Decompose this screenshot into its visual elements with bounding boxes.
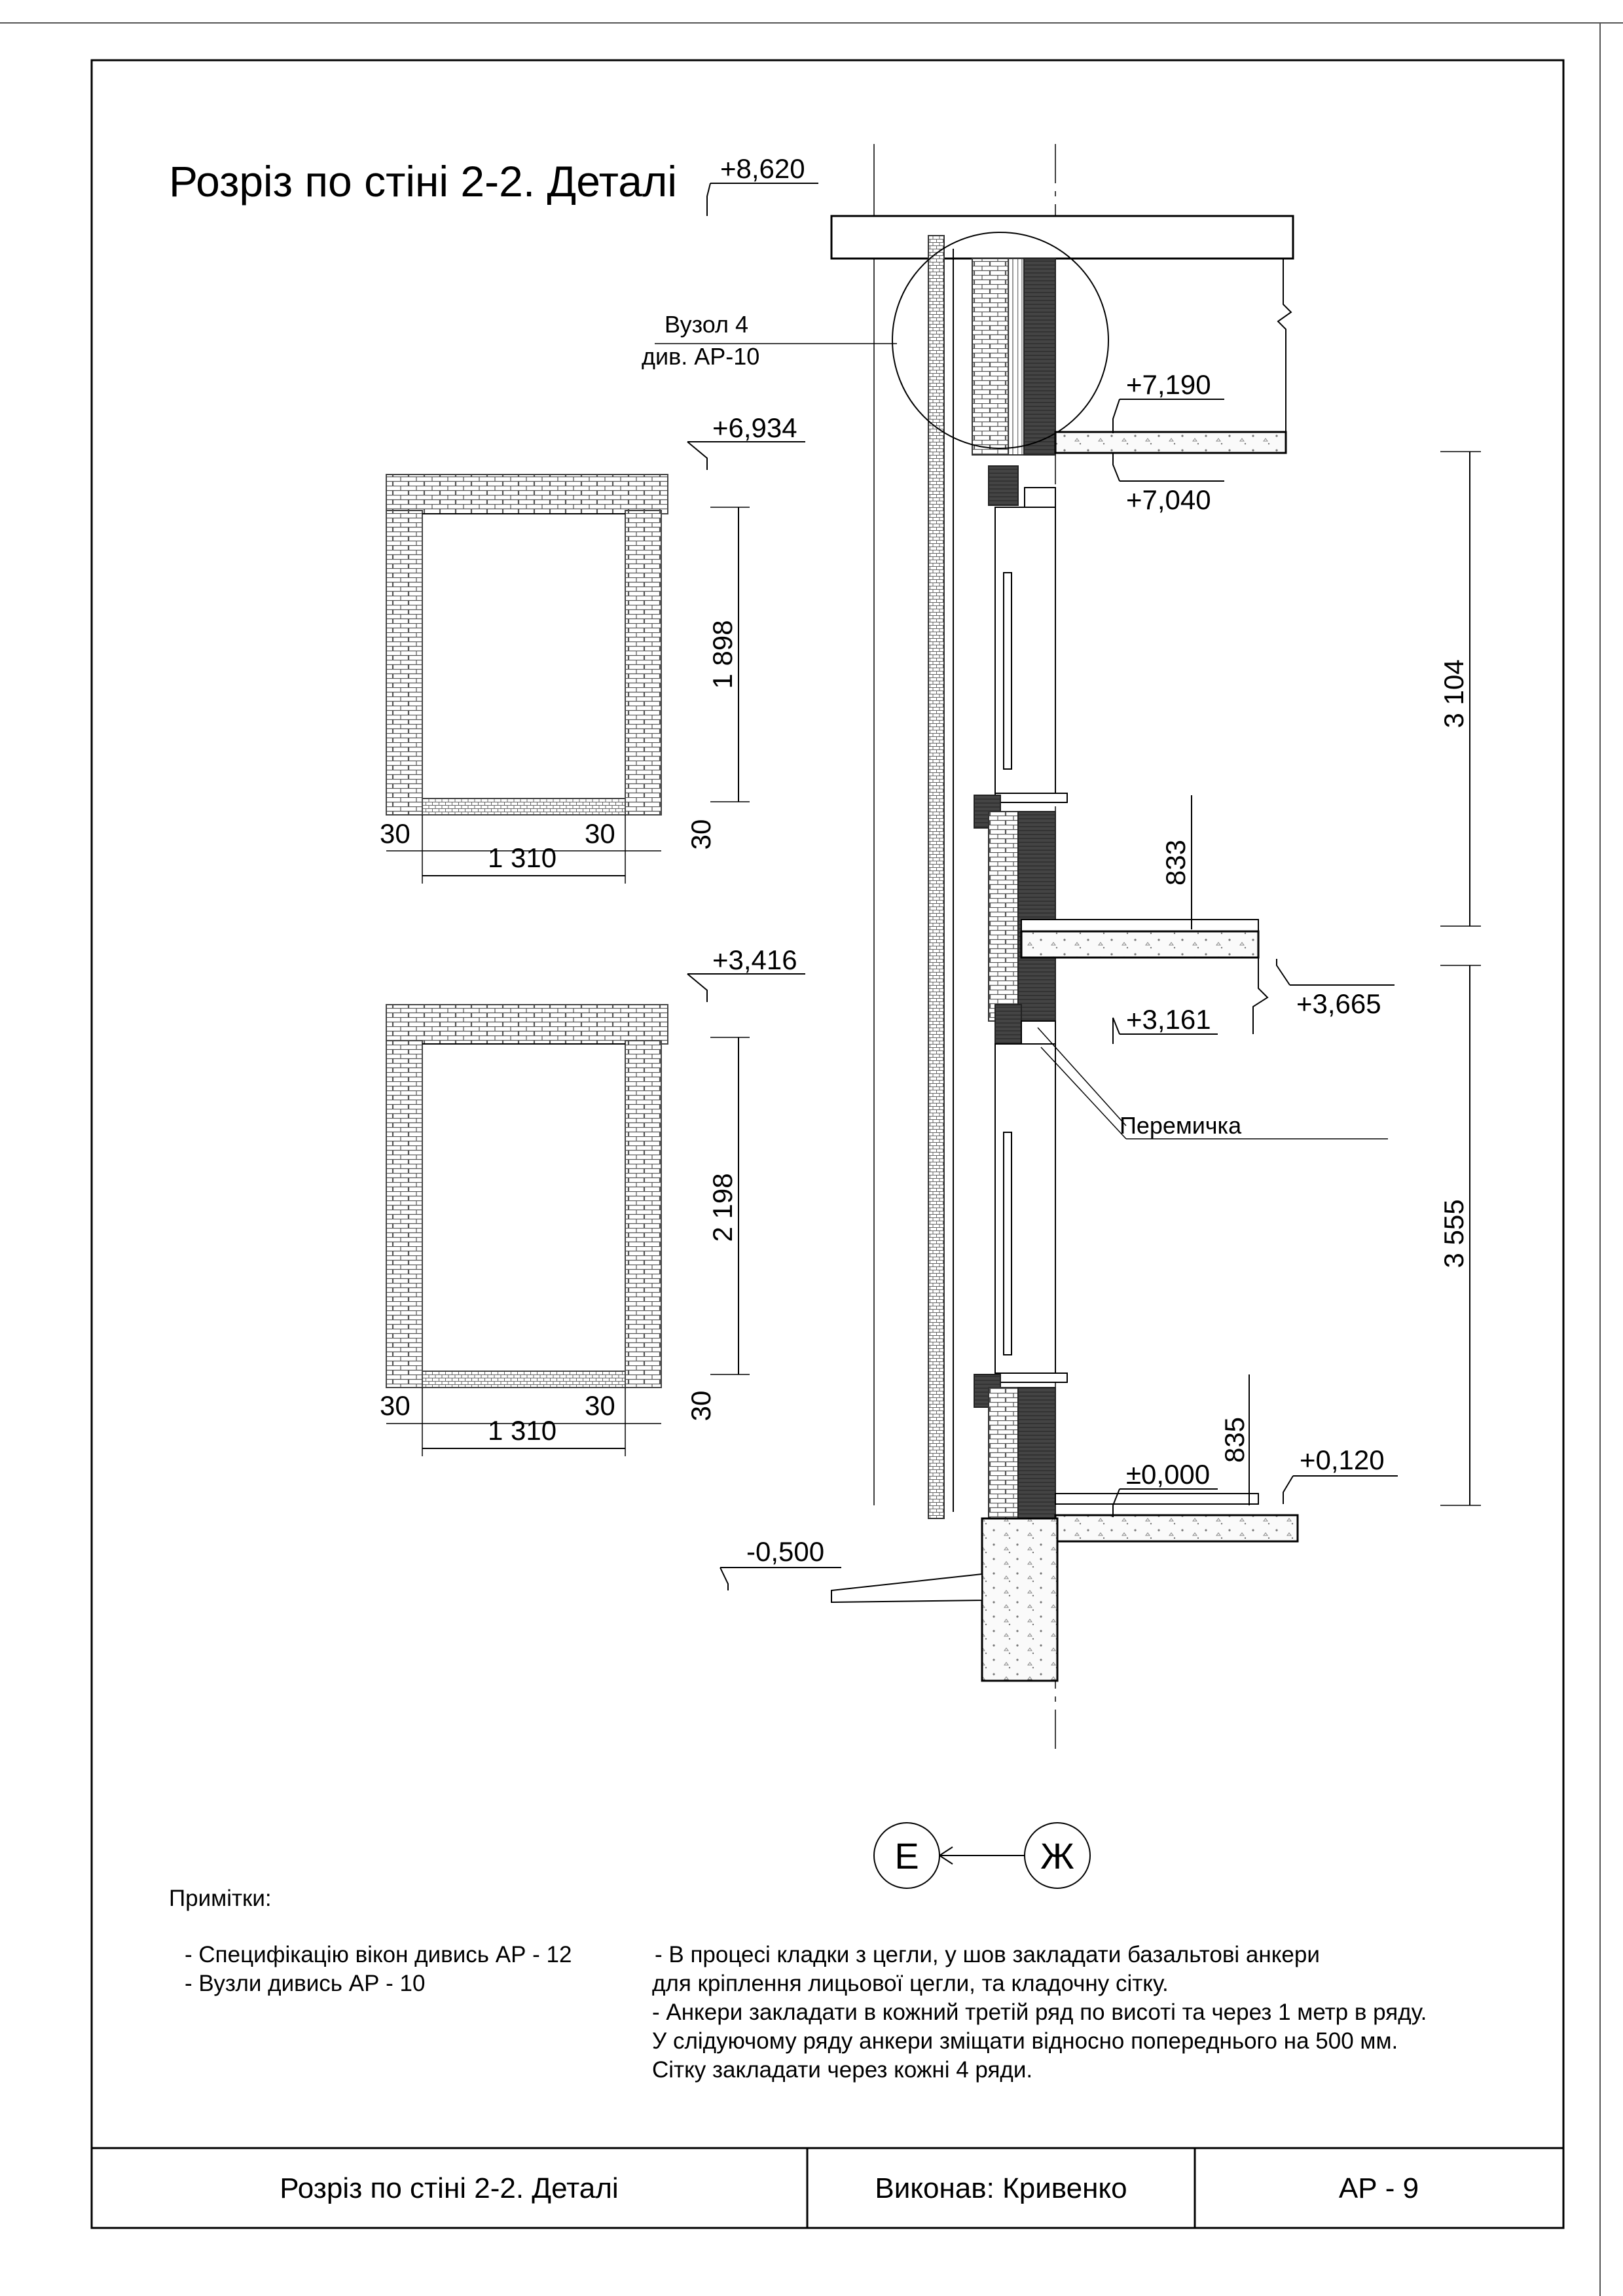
floor-slab-first [1021,931,1258,958]
level-3416-marker [687,974,707,1002]
lower-window-lintel [995,1005,1021,1047]
window1-arch-lintel [386,475,668,514]
title-block-author: Виконав: Кривенко [875,2172,1127,2204]
lower-window-sill [995,1373,1067,1382]
dim-win1-height: 1 898 [707,620,738,689]
floor-finish-first [1021,920,1258,931]
roof-break-line [1278,259,1291,452]
dim-win2-sill-gap: 30 [685,1390,716,1422]
title-block-sheet-title: Розріз по стіні 2-2. Деталі [280,2172,619,2204]
upper-window-head [1025,488,1055,509]
dim-win2-height: 2 198 [707,1173,738,1242]
upper-window-glass [1004,573,1012,769]
drawing-border [92,60,1563,2228]
masonry-low-inner [1018,1388,1055,1518]
window1-left-jamb [386,511,422,815]
upper-window-lintel [989,466,1018,505]
ground-floor-finish [1055,1494,1258,1504]
level-m0500: -0,500 [746,1536,825,1567]
level-m0500-marker [720,1568,728,1590]
level-3161: +3,161 [1126,1004,1211,1035]
level-7190: +7,190 [1126,369,1211,400]
level-0120: +0,120 [1300,1444,1385,1475]
window2-left-jamb [386,1041,422,1388]
level-8620-marker [707,183,710,216]
window1-right-jamb [625,511,661,815]
note-right-3: - Анкери закладати в кожний третій ряд по висоті та через 1 метр в ряду. [652,2000,1427,2025]
level-7040-marker [1113,453,1120,481]
dim-win1-width: 1 310 [488,842,557,873]
ground-floor-slab [1055,1515,1298,1541]
note-right-2: для кріплення лицьової цегли, та кладочну сітку. [652,1971,1169,1996]
level-0120-marker [1283,1476,1293,1504]
masonry-upper-outer [972,259,1008,455]
floor-slab-second [1055,432,1286,453]
level-7040: +7,040 [1126,484,1211,515]
dim-win1-sill-gap: 30 [685,819,716,850]
dim-win1-left-gap: 30 [380,818,410,849]
masonry-mid-outer [989,812,1018,1021]
blind-area [831,1574,982,1602]
level-0000: ±0,000 [1126,1459,1211,1490]
axis-e-label: Е [894,1835,919,1876]
facing-brick-layer [928,236,944,1518]
note-right-5: Сітку закладати через кожні 4 ряди. [652,2057,1033,2083]
level-3665-marker [1277,959,1290,985]
window1-sill [422,798,625,815]
lintel-label: Перемичка [1120,1112,1242,1139]
window-elevation-2 [386,1005,668,1388]
window2-right-jamb [625,1041,661,1388]
node-callout-line2: див. АР-10 [642,343,760,370]
level-3161-marker [1113,1018,1120,1044]
first-floor-break-line [1253,958,1267,1034]
masonry-upper-inner [1024,259,1055,455]
window2-sill [422,1371,625,1388]
dim-win2-left-gap: 30 [380,1390,410,1421]
axis-zh-label: Ж [1040,1835,1074,1876]
dim-floor2-height: 3 104 [1438,659,1469,728]
dim-win2-width: 1 310 [488,1415,557,1446]
drawing-title: Розріз по стіні 2-2. Деталі [169,157,678,206]
level-6934: +6,934 [712,412,797,443]
masonry-upper-cavity [1008,259,1024,455]
window2-arch-lintel [386,1005,668,1044]
note-left-1: - Специфікацію вікон дивись АР - 12 [185,1942,572,1967]
note-right-1: - В процесі кладки з цегли, у шов закладати базальтові анкери [655,1942,1320,1967]
level-3665: +3,665 [1296,988,1381,1019]
note-right-4: У слідуючому ряду анкери зміщати відносно попереднього на 500 мм. [652,2028,1398,2054]
node-callout-line1: Вузол 4 [665,311,748,338]
dim-parapet-upper: 833 [1160,839,1191,886]
level-8620: +8,620 [720,153,805,184]
dim-parapet-lower: 835 [1219,1416,1250,1463]
masonry-mid-inner [1018,812,1055,1021]
masonry-low-outer [989,1388,1018,1518]
lower-window-glass [1004,1132,1012,1355]
dim-floor1-height: 3 555 [1438,1199,1469,1268]
title-block-sheet-code: АР - 9 [1338,2172,1419,2204]
window-elevation-1 [386,475,668,815]
upper-window-sill [995,793,1067,802]
dim-win1-right-gap: 30 [585,818,615,849]
level-3416: +3,416 [712,944,797,975]
note-left-2: - Вузли дивись АР - 10 [185,1971,426,1996]
level-6934-marker [687,442,707,470]
dim-win2-right-gap: 30 [585,1390,615,1421]
notes-heading: Примітки: [169,1886,272,1911]
foundation-wall [982,1518,1057,1681]
level-7190-marker [1113,399,1120,433]
